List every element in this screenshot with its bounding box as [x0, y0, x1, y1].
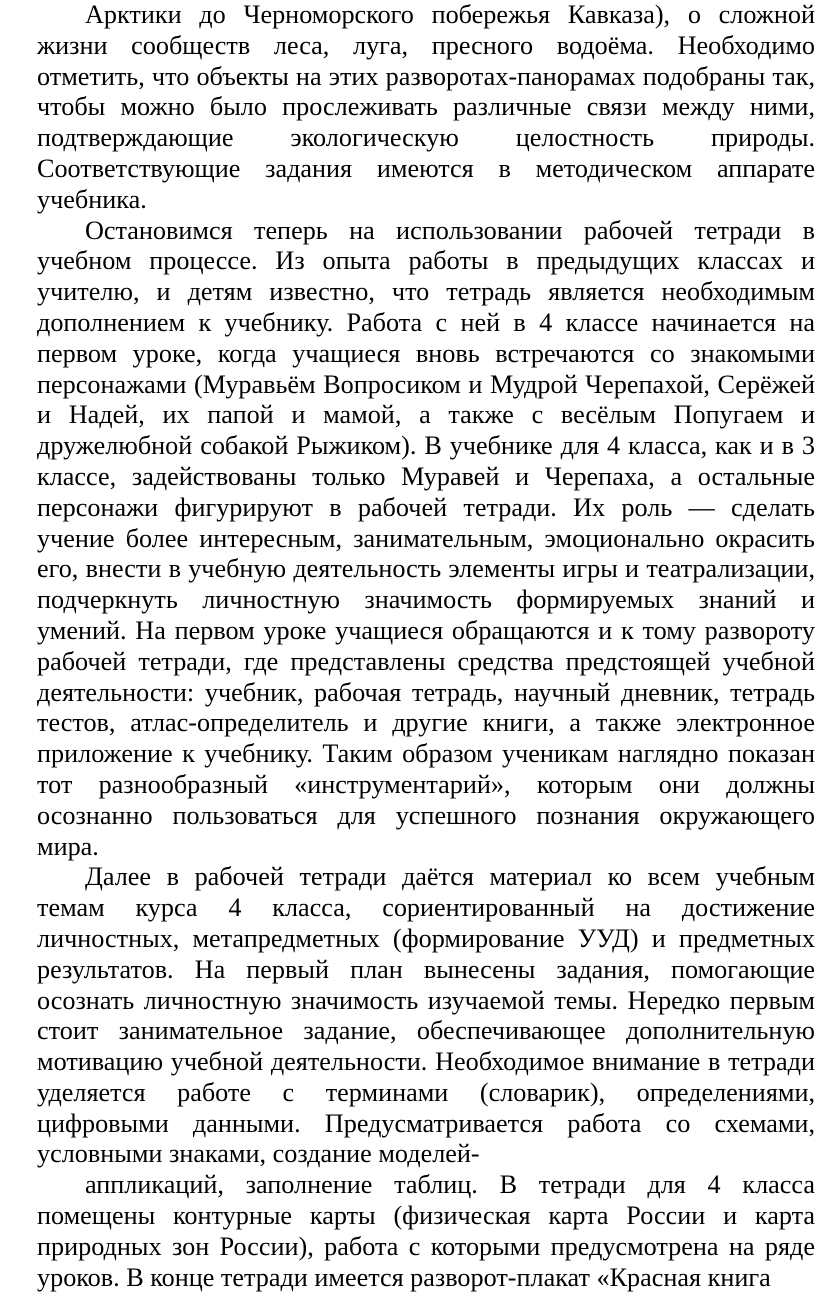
paragraph-4: аппликаций, заполнение таблиц. В тетради для 4 класса помещены контурные карты (физическая карта России и карта природных зон России), работа с которыми предусмотрена на ряде уроков. В конце тетради имеется разворот-плакат «Красная книга — [37, 1170, 815, 1292]
paragraph-1: Арктики до Черноморского побережья Кавказа), о сложной жизни сообществ леса, луга, пресного водоёма. Необходимо отметить, что объекты на этих разворотах-панорамах подобраны так, чтобы можно было прослеживать различные связи между ними, подтверждающие экологическую целостность природы. Соответствующие задания имеются в методическом аппарате учебника. — [37, 0, 815, 214]
paragraph-2: Остановимся теперь на использовании рабочей тетради в учебном процессе. Из опыта работы в предыдущих классах и учителю, и детям известно, что тетрадь является необходимым дополнением к учебнику. Работа с ней в 4 классе начинается на первом уроке, когда учащиеся вновь встречаются со знакомыми персонажами (Муравьём Вопросиком и Мудрой Черепахой, Серёжей и Надей, их папой и мамой, а также с весёлым Попугаем и дружелюбной собакой Рыжиком). В учебнике для 4 класса, как и в 3 классе, задействованы только Муравей и Черепаха, а остальные персонажи фигурируют в рабочей тетради. Их роль — сделать учение более интересным, занимательным, эмоционально окрасить его, внести в учебную деятельность элементы игры и театрализации, подчеркнуть личностную значимость формируемых знаний и умений. На первом уроке учащиеся обращаются и к тому развороту рабочей тетради, где представлены средства предстоящей учебной деятельности: учебник, рабочая тетрадь, научный дневник, тетрадь тестов, атлас-определитель и другие книги, а также электронное приложение к учебнику. Таким образом ученикам наглядно показан тот разнообразный «инструментарий», которым они должны осознанно пользоваться для успешного познания окружающего мира. — [37, 215, 815, 861]
document-page — [37, 0, 815, 1293]
paragraph-3: Далее в рабочей тетради даётся материал ко всем учебным темам курса 4 класса, сориентированный на достижение личностных, метапредметных (формирование УУД) и предметных результатов. На первый план вынесены задания, помогающие осознать личностную значимость изучаемой темы. Нередко первым стоит занимательное задание, обеспечивающее дополнительную мотивацию учебной деятельности. Необходимое внимание в тетради уделяется работе с терминами (словарик), определениями, цифровыми данными. Предусматривается работа со схемами, условными знаками, создание моделей- — [37, 862, 815, 1169]
